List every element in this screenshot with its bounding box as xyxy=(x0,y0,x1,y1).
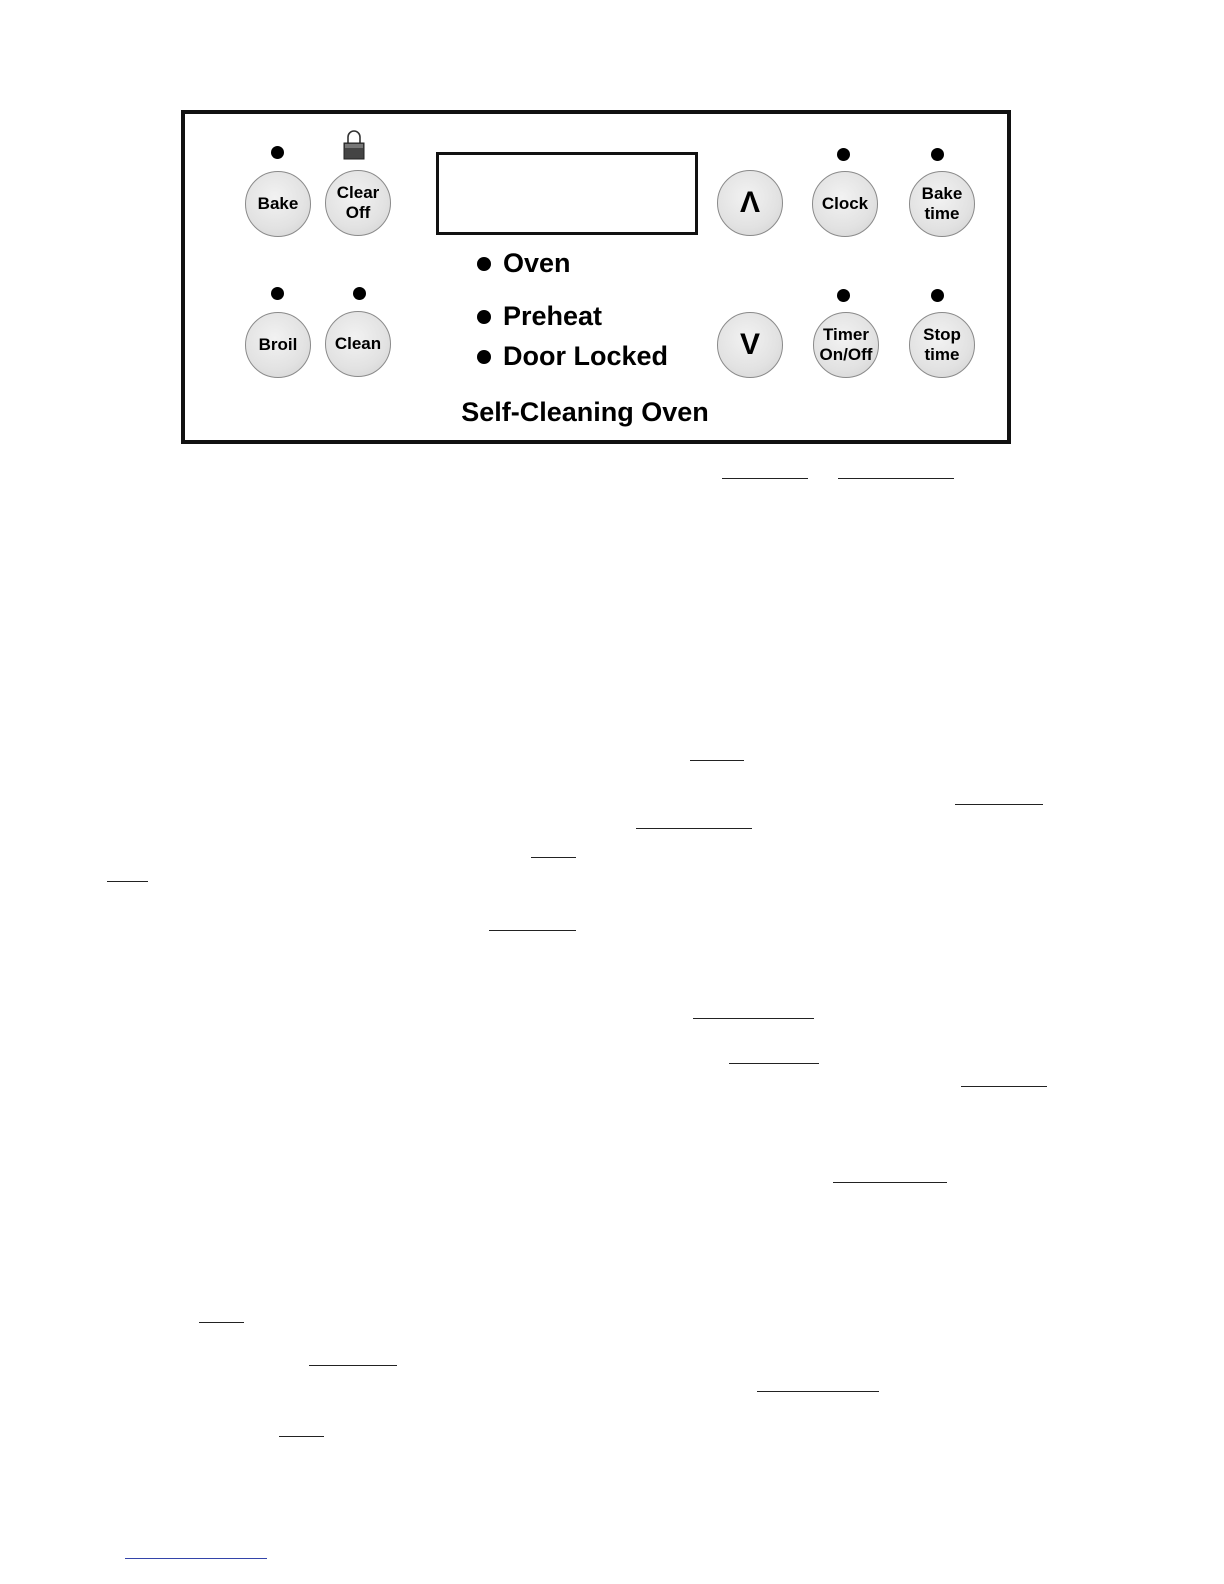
display-window xyxy=(436,152,698,235)
panel-title: Self-Cleaning Oven xyxy=(461,397,709,427)
broil-led xyxy=(271,287,284,300)
bake-time-led xyxy=(931,148,944,161)
preheat-indicator-dot xyxy=(477,310,491,324)
up-arrow-button[interactable]: Λ xyxy=(717,170,783,236)
door-locked-indicator-dot xyxy=(477,350,491,364)
stop-time-button[interactable]: Stop time xyxy=(909,312,975,378)
bake-time-button[interactable]: Bake time xyxy=(909,171,975,237)
clock-button[interactable]: Clock xyxy=(812,171,878,237)
link-underline[interactable] xyxy=(125,1558,267,1559)
underline-mark xyxy=(107,881,148,882)
clean-button[interactable]: Clean xyxy=(325,311,391,377)
preheat-indicator xyxy=(477,301,602,332)
door-locked-indicator-label: Door Locked xyxy=(503,341,669,371)
underline-mark xyxy=(489,930,576,931)
clean-led xyxy=(353,287,366,300)
underline-mark xyxy=(961,1086,1047,1087)
door-locked-indicator xyxy=(477,341,668,372)
underline-mark xyxy=(279,1436,324,1437)
bake-button[interactable]: Bake xyxy=(245,171,311,237)
timer-led xyxy=(837,289,850,302)
oven-indicator-label: Oven xyxy=(503,248,571,278)
down-arrow-button[interactable]: V xyxy=(717,312,783,378)
oven-indicator xyxy=(477,248,571,279)
underline-mark xyxy=(955,804,1043,805)
bake-led xyxy=(271,146,284,159)
underline-mark xyxy=(199,1322,244,1323)
underline-mark xyxy=(833,1182,947,1183)
stop-time-led xyxy=(931,289,944,302)
lock-icon xyxy=(343,128,365,160)
underline-mark xyxy=(729,1063,819,1064)
underline-mark xyxy=(690,760,744,761)
oven-indicator-dot xyxy=(477,257,491,271)
clock-led xyxy=(837,148,850,161)
underline-mark xyxy=(693,1018,814,1019)
underline-mark xyxy=(838,478,954,479)
timer-on-off-button[interactable]: Timer On/Off xyxy=(813,312,879,378)
underline-mark xyxy=(722,478,808,479)
underline-mark xyxy=(757,1391,879,1392)
underline-mark xyxy=(531,857,576,858)
underline-mark xyxy=(309,1365,397,1366)
clear-off-button[interactable]: Clear Off xyxy=(325,170,391,236)
broil-button[interactable]: Broil xyxy=(245,312,311,378)
preheat-indicator-label: Preheat xyxy=(503,301,603,331)
underline-mark xyxy=(636,828,752,829)
